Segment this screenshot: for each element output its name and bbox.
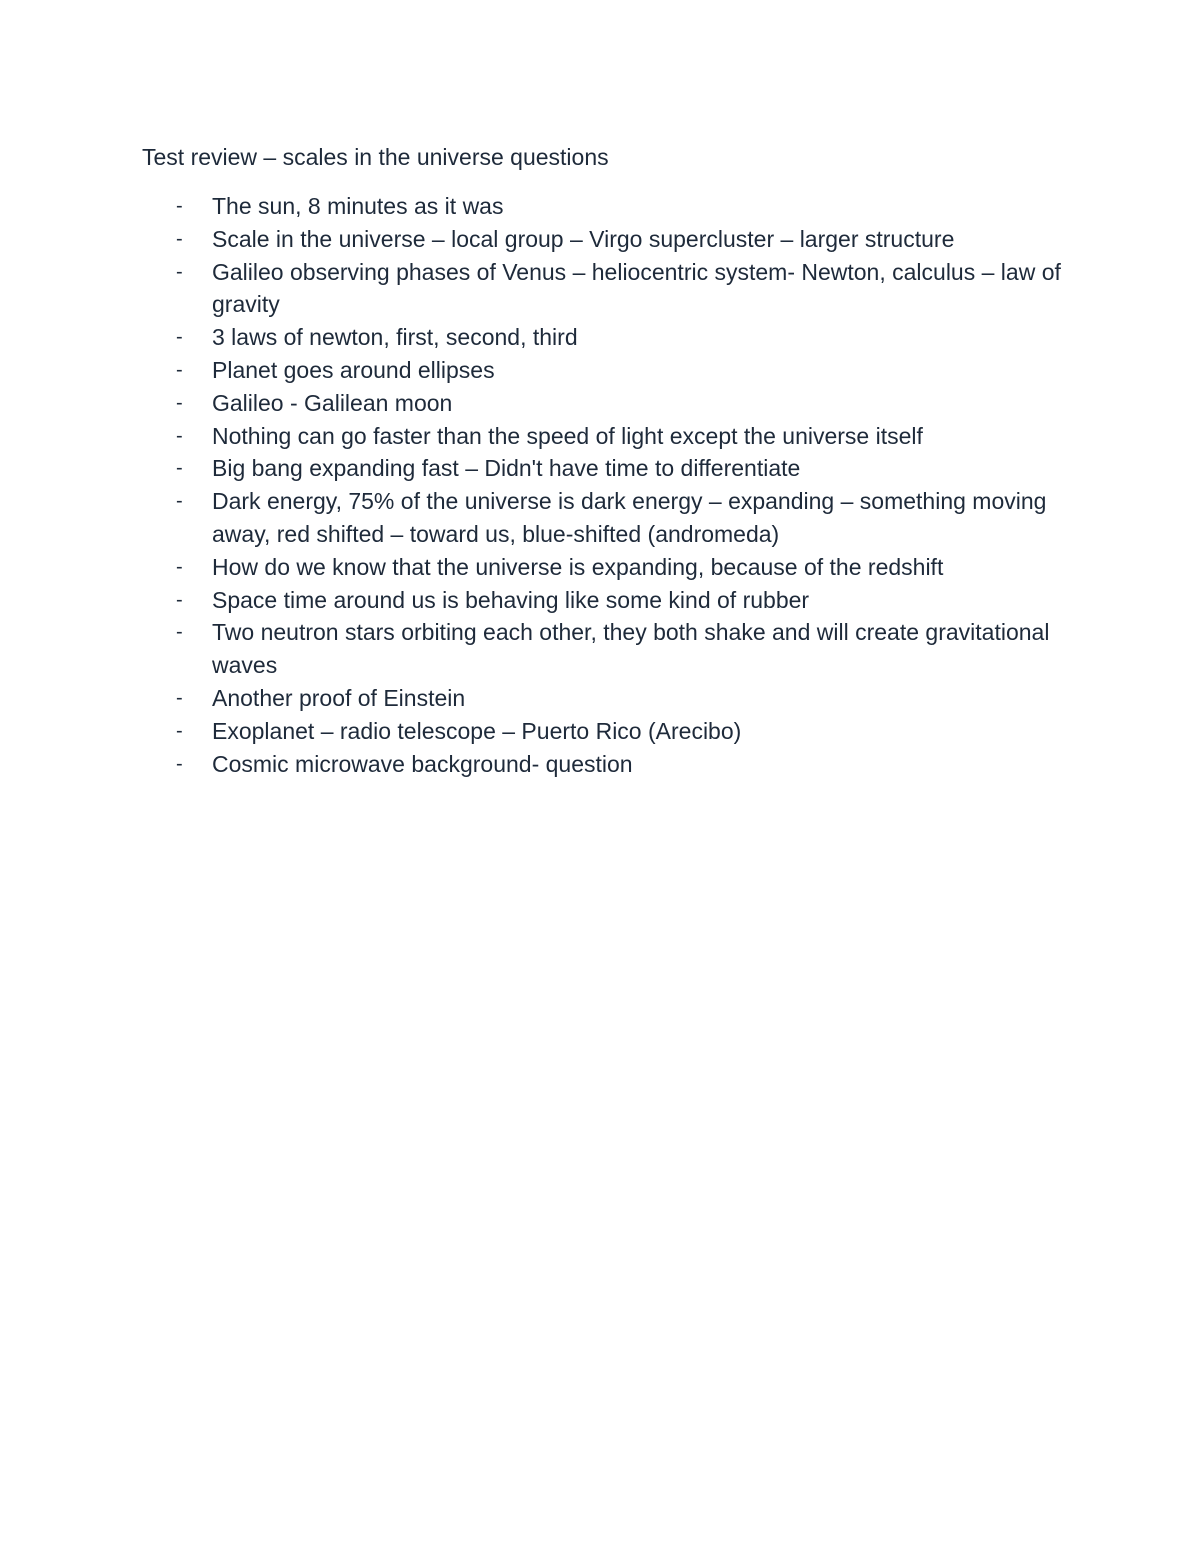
list-item [0, 584, 1072, 617]
list-item [0, 748, 1072, 781]
list-item-text: Planet goes around ellipses [212, 356, 495, 383]
dash-bullet-icon: - [176, 490, 183, 513]
dash-bullet-icon: - [176, 195, 183, 217]
list-item [0, 354, 1072, 387]
dash-bullet-icon: - [176, 326, 183, 349]
list-item-text: Galileo observing phases of Venus – heliocentric system- Newton, calculus – law of gravity [212, 258, 1061, 318]
list-item-text: Big bang expanding fast – Didn't have time to differentiate [212, 455, 801, 482]
dash-bullet-icon: - [176, 424, 183, 447]
list-item-text: The sun, 8 minutes as it was [212, 193, 504, 219]
dash-bullet-icon: - [176, 227, 183, 250]
list-item-text: Scale in the universe – local group – Virgo supercluster – larger structure [212, 225, 955, 252]
list-item [0, 551, 1072, 584]
dash-bullet-icon: - [176, 457, 183, 480]
dash-bullet-icon: - [176, 686, 183, 709]
list-item [0, 420, 1072, 453]
list-item-text: Another proof of Einstein [212, 684, 466, 711]
list-item-text: Cosmic microwave background- question [212, 750, 633, 777]
dash-bullet-icon: - [176, 260, 183, 283]
list-item [0, 256, 1072, 322]
dash-bullet-icon: - [176, 588, 183, 611]
list-item [0, 223, 1072, 256]
dash-bullet-icon: - [176, 719, 183, 742]
list-item [0, 321, 1072, 354]
bullet-list [0, 190, 1200, 780]
list-item [0, 190, 1072, 223]
document-title: Test review – scales in the universe questions [142, 144, 609, 170]
list-item [0, 616, 1072, 682]
list-item [0, 452, 1072, 485]
list-item-text: Galileo - Galilean moon [212, 389, 453, 416]
dash-bullet-icon: - [176, 555, 183, 578]
list-item-text: Space time around us is behaving like some kind of rubber [212, 586, 810, 613]
list-item-text: Two neutron stars orbiting each other, they both shake and will create gravitational waves [212, 619, 1050, 679]
list-item-text: How do we know that the universe is expanding, because of the redshift [212, 553, 944, 580]
list-item [0, 387, 1072, 420]
list-item-text: Exoplanet – radio telescope – Puerto Rico (Arecibo) [212, 717, 742, 744]
list-item-text: 3 laws of newton, first, second, third [212, 324, 578, 351]
dash-bullet-icon: - [176, 358, 183, 381]
list-item-text: Nothing can go faster than the speed of light except the universe itself [212, 422, 923, 449]
dash-bullet-icon: - [176, 621, 183, 644]
list-item-text: Dark energy, 75% of the universe is dark energy – expanding – something moving away, red shifted – toward us, blue-shifted (andromeda) [212, 488, 1047, 547]
dash-bullet-icon: - [176, 752, 183, 775]
dash-bullet-icon: - [176, 391, 183, 414]
list-item [0, 715, 1072, 748]
list-item [0, 485, 1072, 551]
list-item [0, 682, 1072, 715]
